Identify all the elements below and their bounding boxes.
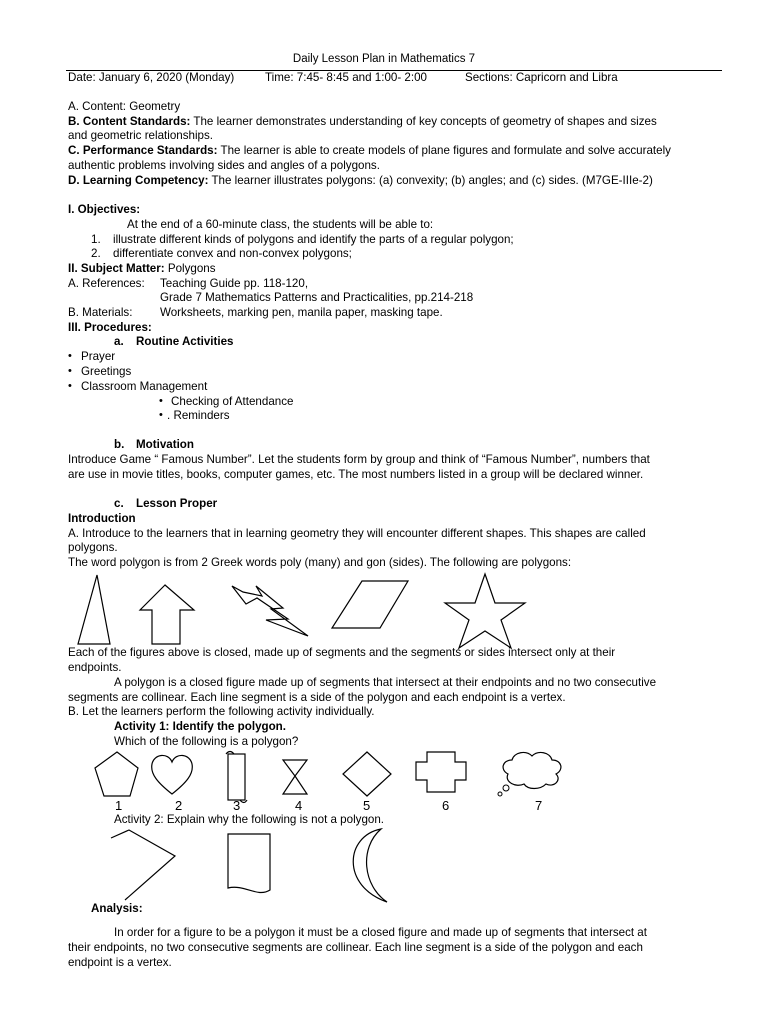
bullet-greetings: Greetings: [81, 365, 132, 378]
performance-standards-cont: authentic problems involving sides and angles of a polygons.: [68, 159, 380, 172]
routine-letter: a.: [114, 335, 124, 348]
closed-text-1: Each of the figures above is closed, made up of segments and the segments or sides intersect only at their: [68, 646, 616, 659]
figure-number-7: 7: [535, 798, 543, 813]
document-title: Daily Lesson Plan in Mathematics 7: [292, 53, 476, 65]
arrow-figure: [140, 585, 194, 644]
figure-number-6: 6: [442, 798, 450, 813]
learning-competency-label: D. Learning Competency:: [68, 174, 209, 187]
motivation-text-2: are use in movie titles, books, computer games, etc. The most numbers listed in a group will be declared winner.: [68, 468, 644, 481]
heart-figure: [152, 755, 193, 794]
lesson-proper-letter: c.: [114, 497, 124, 510]
learning-competency-line: [68, 174, 653, 188]
sub-bullet-dot: •: [159, 409, 163, 421]
references-label: A. References:: [68, 277, 145, 290]
figure-number-1: 1: [115, 798, 123, 813]
objective-2: differentiate convex and non-convex polygons;: [113, 247, 352, 260]
objectives-intro: At the end of a 60-minute class, the students will be able to:: [127, 218, 434, 231]
procedures-heading: III. Procedures:: [68, 321, 152, 334]
sub-bullet-reminders: . Reminders: [167, 409, 230, 422]
content-standards-label: B. Content Standards:: [68, 115, 191, 128]
objectives-heading: I. Objectives:: [68, 203, 141, 216]
triangle-figure: [78, 575, 110, 644]
subject-matter-text: Polygons: [164, 262, 216, 275]
objective-1: illustrate different kinds of polygons and identify the parts of a regular polygon;: [113, 233, 514, 246]
content-text: Geometry: [126, 100, 181, 113]
diamond-figure: [343, 752, 391, 796]
polygon-definition-2: segments are collinear. Each line segment is a side of the polygon and each endpoint is a vertex.: [68, 691, 566, 704]
time-text: Time: 7:45- 8:45 and 1:00- 2:00: [265, 71, 427, 84]
objective-1-number: 1.: [91, 233, 101, 246]
content-line: [68, 100, 180, 114]
activity-2-figures: [95, 826, 415, 906]
bullet-dot: •: [68, 380, 72, 392]
parallelogram-figure: [332, 581, 408, 628]
bullet-prayer: Prayer: [81, 350, 116, 363]
cloud-figure: [498, 753, 561, 796]
crescent-figure: [353, 829, 387, 902]
figure-number-3: 3: [233, 798, 241, 813]
introduction-text-1: A. Introduce to the learners that in learning geometry they will encounter different shapes. This shapes are called: [68, 527, 646, 540]
performance-standards-text: The learner is able to create models of plane figures and formulate and solve accurately: [217, 144, 671, 157]
introduction-text-2: polygons.: [68, 541, 118, 554]
date-line: [68, 71, 234, 85]
bullet-classroom-management: Classroom Management: [81, 380, 208, 393]
content-label: A. Content:: [68, 100, 127, 113]
sections-text: Sections: Capricorn and Libra: [465, 71, 618, 84]
date-text: Date: January 6, 2020 (Monday): [68, 71, 235, 84]
subject-matter-line: [68, 262, 216, 276]
analysis-text-2: their endpoints, no two consecutive segments are collinear. Each line segment is a side of the polygon and each: [68, 941, 643, 954]
pentagon-figure: [95, 752, 138, 796]
polygon-examples: [60, 570, 660, 650]
introduction-heading: Introduction: [68, 512, 136, 525]
figure-number-4: 4: [295, 798, 303, 813]
figure-number-5: 5: [363, 798, 371, 813]
lesson-proper-title: Lesson Proper: [136, 497, 218, 510]
reference-1: Teaching Guide pp. 118-120,: [160, 277, 309, 290]
sub-bullet-dot: •: [159, 395, 163, 407]
open-angle-figure: [111, 830, 175, 900]
performance-standards-line: [68, 144, 671, 158]
curved-side-figure: [228, 834, 270, 893]
content-standards-text: The learner demonstrates understanding of key concepts of geometry of shapes and sizes: [190, 115, 657, 128]
analysis-heading: Analysis:: [91, 902, 143, 915]
figure-number-2: 2: [175, 798, 183, 813]
activity-1-figures: [80, 748, 580, 806]
header-rule: [66, 70, 722, 71]
lightning-figure: [232, 586, 308, 636]
routine-title: Routine Activities: [136, 335, 234, 348]
motivation-title: Motivation: [136, 438, 194, 451]
cross-figure: [416, 752, 466, 792]
reference-2: Grade 7 Mathematics Patterns and Practicalities, pp.214-218: [160, 291, 474, 304]
star-figure: [445, 574, 525, 648]
materials-text: Worksheets, marking pen, manila paper, masking tape.: [160, 306, 443, 319]
performance-standards-label: C. Performance Standards:: [68, 144, 218, 157]
bullet-dot: •: [68, 350, 72, 362]
hourglass-figure: [283, 760, 307, 794]
activity-2-title: Activity 2: Explain why the following is not a polygon.: [114, 813, 385, 826]
scroll-figure: [226, 752, 247, 803]
activity-1-question: Which of the following is a polygon?: [114, 735, 299, 748]
motivation-text-1: Introduce Game “ Famous Number”. Let the students form by group and think of “Famous Number”, numbers that: [68, 453, 650, 466]
activity-1-title: Activity 1: Identify the polygon.: [114, 720, 286, 733]
materials-label: B. Materials:: [68, 306, 133, 319]
content-standards-line: [68, 115, 657, 129]
subject-matter-label: II. Subject Matter:: [68, 262, 165, 275]
objective-2-number: 2.: [91, 247, 101, 260]
motivation-letter: b.: [114, 438, 125, 451]
sub-bullet-attendance: Checking of Attendance: [171, 395, 294, 408]
bullet-dot: •: [68, 365, 72, 377]
polygon-definition-1: A polygon is a closed figure made up of segments that intersect at their endpoints and no two consecutive: [114, 676, 657, 689]
activity-instruction: B. Let the learners perform the following activity individually.: [68, 705, 375, 718]
closed-text-2: endpoints.: [68, 661, 122, 674]
analysis-text-3: endpoint is a vertex.: [68, 956, 172, 969]
learning-competency-text: The learner illustrates polygons: (a) convexity; (b) angles; and (c) sides. (M7GE-IIIe-2): [208, 174, 653, 187]
introduction-text-3: The word polygon is from 2 Greek words poly (many) and gon (sides). The following are polygons:: [68, 556, 572, 569]
analysis-text-1: In order for a figure to be a polygon it must be a closed figure and made up of segments that intersect at: [114, 926, 647, 939]
content-standards-cont: and geometric relationships.: [68, 129, 214, 142]
